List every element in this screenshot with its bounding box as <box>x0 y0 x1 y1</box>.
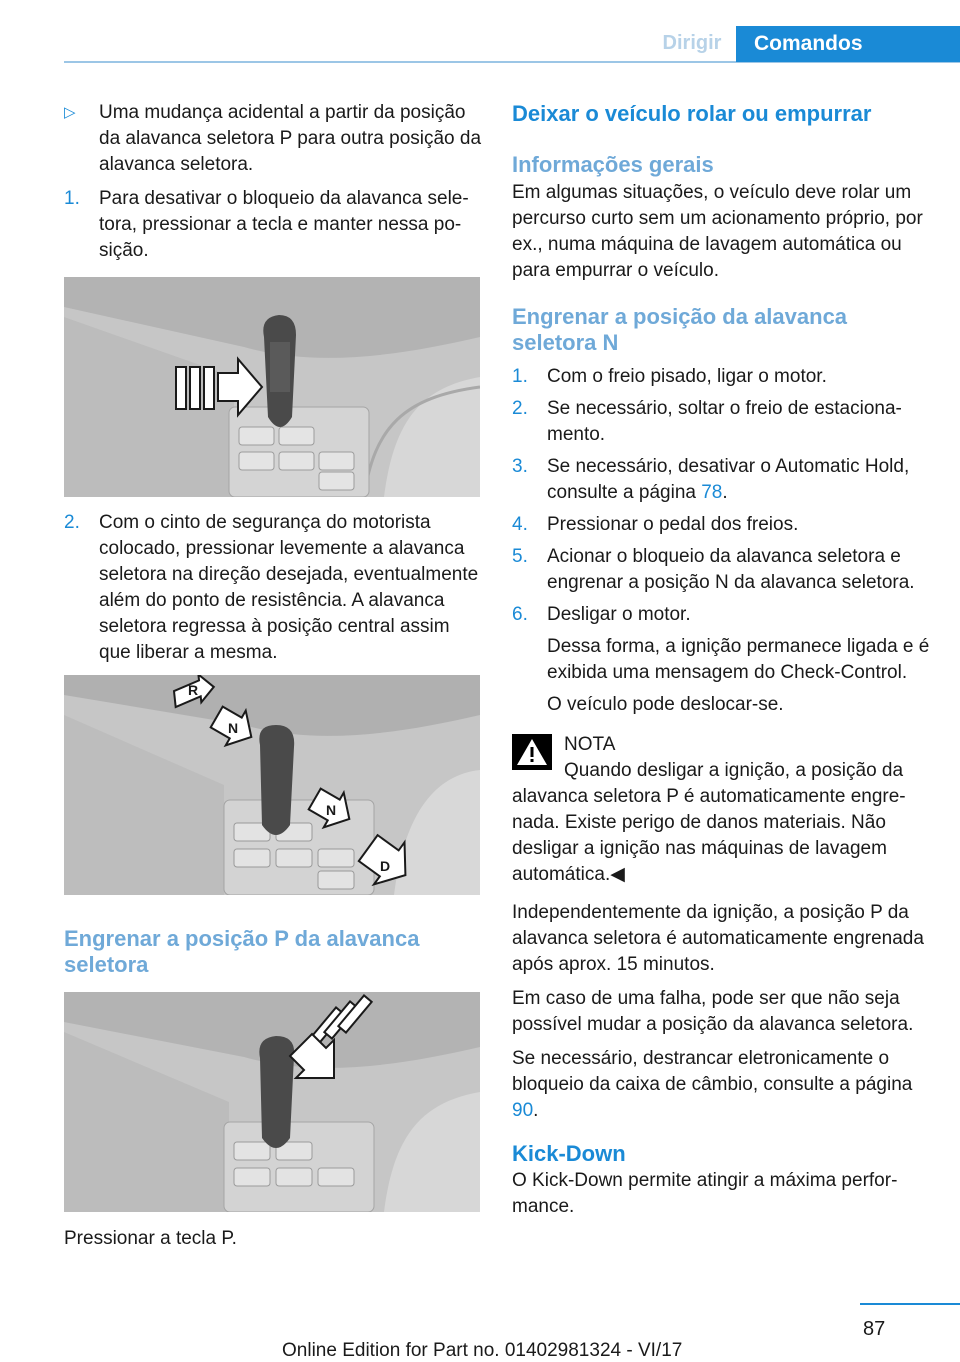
n-step-6 <box>512 602 932 628</box>
label-r: R <box>188 682 199 698</box>
heading-roll-push: Deixar o veículo rolar ou empurrar <box>512 101 872 126</box>
step-number: 4. <box>512 514 528 535</box>
step-number: 3. <box>512 456 528 477</box>
n-step-3 <box>512 454 932 506</box>
footer-rule <box>860 1303 960 1305</box>
nota-title: NOTA <box>564 734 616 755</box>
figure-lever-park-drawing <box>64 992 480 1212</box>
step-2-block <box>64 510 482 666</box>
step-text: Com o freio pisado, ligar o motor. <box>547 366 827 387</box>
right-column <box>512 100 932 1220</box>
tab-dirigir[interactable]: Dirigir <box>662 32 722 54</box>
intro-item <box>64 100 482 178</box>
step-text: Se necessário, soltar o freio de estacionamento. <box>547 398 902 445</box>
step-2 <box>64 510 482 666</box>
tab-comandos[interactable]: Comandos <box>736 26 960 62</box>
n-step-6-note-1 <box>512 634 932 686</box>
figure-lever-directions-drawing <box>64 675 480 895</box>
n-step-6-note-2 <box>512 692 932 718</box>
step-text: Desligar o motor. <box>547 604 691 625</box>
caption-park: Pressionar a tecla P. <box>64 1228 237 1249</box>
para-unlock <box>512 1046 932 1124</box>
label-n-bottom: N <box>326 802 337 818</box>
step-number: 2. <box>64 512 80 533</box>
figure-lever-directions <box>64 675 480 895</box>
figure-lever-park <box>64 992 480 1212</box>
nota-header <box>512 732 932 784</box>
label-d: D <box>380 858 391 874</box>
page-number: 87 <box>863 1318 886 1340</box>
subheading-neutral: Engrenar a posição da alavanca seletora N <box>512 304 848 355</box>
label-n-top: N <box>228 720 239 736</box>
page-link-90[interactable]: 90 <box>512 1100 534 1121</box>
left-column <box>64 100 482 264</box>
para-text-part: . <box>533 1100 539 1121</box>
step-number: 1. <box>64 188 80 209</box>
subheading-general: Informações gerais <box>512 152 714 177</box>
nota-head-text <box>564 732 903 784</box>
n-step-1 <box>512 364 932 390</box>
triangle-marker-icon: ▷ <box>64 104 76 121</box>
step-number: 6. <box>512 604 528 625</box>
step-text-part: Se necessário, desativar o Automatic Hold, consulte a página <box>547 456 910 503</box>
step-number: 1. <box>512 366 528 387</box>
figure-lever-unlock <box>64 277 480 497</box>
para-text-part: Se necessário, destrancar eletronicamente o bloqueio da caixa de câmbio, consulte a página <box>512 1048 913 1095</box>
info-text: Em algumas situações, o veículo deve rolar um percurso curto sem um acionamento próprio, por ex., numa máquina de lavagem automática ou para empurrar o veículo. <box>512 182 923 281</box>
nota-first-line: Quando desligar a ignição, a posição da <box>564 760 904 781</box>
warning-icon <box>512 734 552 770</box>
edition-footer: Online Edition for Part no. 01402981324 - VI/17 <box>282 1340 683 1361</box>
para-auto-park: Independentemente da ignição, a posição P da alavanca seletora é automaticamente engrenada após aprox. 15 minutos. <box>512 902 924 975</box>
intro-text: Uma mudança acidental a partir da posição da alavanca seletora P para outra posição da alavanca seletora. <box>99 102 482 175</box>
nota-text: alavanca seletora P é automaticamente engrenada. Existe perigo de danos materiais. Não desligar a ignição nas máquinas de lavagem automática.◀ <box>512 786 906 885</box>
figure-lever-unlock-drawing <box>64 277 480 497</box>
kick-down-text: O Kick-Down permite atingir a máxima performance. <box>512 1170 898 1217</box>
step-subtext: Dessa forma, a ignição permanece ligada e é exibida uma mensagem do Check-Control. <box>547 636 930 683</box>
step-1 <box>64 186 482 264</box>
step-number: 2. <box>512 398 528 419</box>
n-step-2 <box>512 396 932 448</box>
step-text-part: . <box>722 482 728 503</box>
heading-kick-down: Kick-Down <box>512 1141 626 1166</box>
step-text: Para desativar o bloqueio da alavanca seletora, pressionar a tecla e manter nessa posição. <box>99 188 469 261</box>
step-subtext: O veículo pode deslocar-se. <box>547 694 784 715</box>
step-text: Com o cinto de segurança do motorista colocado, pressionar levemente a alavanca seletora na direção desejada, eventualmente além do ponto de resistência. A alavanca seletora regressa à posição central assim que liberar a mesma. <box>99 512 479 663</box>
n-step-5 <box>512 544 932 596</box>
step-text: Acionar o bloqueio da alavanca seletora e engrenar a posição N da alavanca seletora. <box>547 546 915 593</box>
page-link-78[interactable]: 78 <box>701 482 723 503</box>
n-step-4 <box>512 512 932 538</box>
neutral-steps <box>512 364 932 718</box>
step-number: 5. <box>512 546 528 567</box>
step-text <box>547 454 932 506</box>
nota-box <box>512 732 932 888</box>
para-failure: Em caso de uma falha, pode ser que não seja possível mudar a posição da alavanca seletora. <box>512 988 914 1035</box>
heading-park: Engrenar a posição P da alavanca seletora <box>64 926 420 977</box>
step-text: Pressionar o pedal dos freios. <box>547 514 799 535</box>
